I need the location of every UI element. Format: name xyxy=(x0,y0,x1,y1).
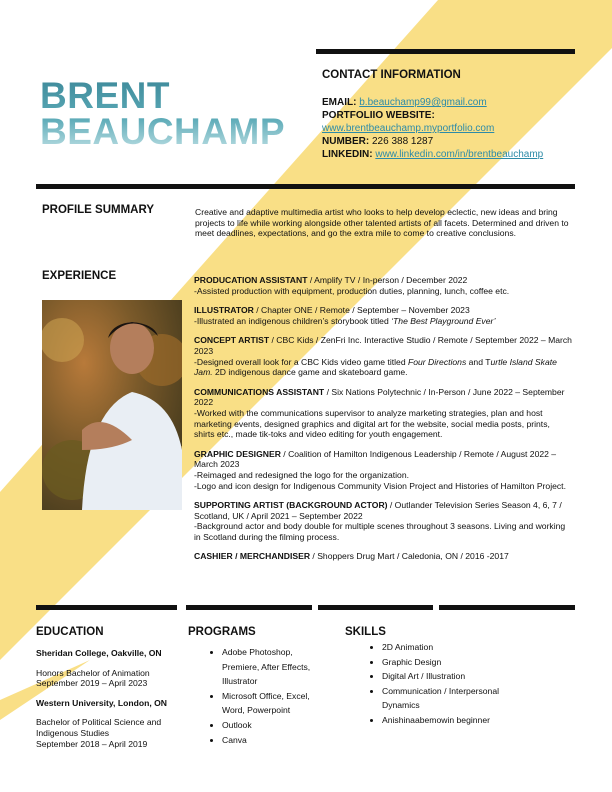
degree: Honors Bachelor of Animation xyxy=(36,667,150,678)
job-desc: -Reimaged and redesigned the logo for the organization. xyxy=(194,469,409,480)
program-item: • Outlook xyxy=(222,718,331,733)
portrait-illustration xyxy=(42,300,182,510)
first-name: BRENT xyxy=(40,75,170,116)
experience-list xyxy=(194,275,572,571)
job-entry xyxy=(194,551,572,562)
job-title: CASHIER / MERCHANDISER xyxy=(194,551,311,562)
school-dates: September 2019 – April 2023 xyxy=(36,678,148,689)
last-name: BEAUCHAMP xyxy=(40,111,285,152)
programs-heading: PROGRAMS xyxy=(188,626,256,638)
email-line xyxy=(322,96,582,109)
linkedin-line xyxy=(322,148,582,161)
job-desc: -Background actor and body double for multiple scenes throughout 3 seasons. Living and working in Scotland during the filming process. xyxy=(194,521,566,542)
name-title xyxy=(40,75,285,152)
skills-heading: SKILLS xyxy=(345,626,386,638)
profile-text: Creative and adaptive multimedia artist who looks to help develop eclectic, new ideas and bring projects to life while working alongside other talented artists of all facets. Determined and driven to meet deadlines, expectations, and go the extra mile to come to creative conclusions. xyxy=(195,207,569,239)
job-title: PRODUCATION ASSISTANT xyxy=(194,275,308,285)
number-value: 226 388 1287 xyxy=(372,136,434,147)
job-desc: and T xyxy=(466,356,491,367)
job-entry xyxy=(194,305,572,326)
school-name: Sheridan College, Oakville, ON xyxy=(36,648,162,658)
job-title: SUPPORTING ARTIST (BACKGROUND ACTOR) xyxy=(194,500,388,511)
job-meta: / Chapter ONE / Remote / September – November 2023 xyxy=(253,305,470,316)
skill-item: • Anishinaabemowin beginner xyxy=(382,713,536,728)
skill-item: • 2D Animation xyxy=(382,640,536,655)
profile-heading: PROFILE SUMMARY xyxy=(42,204,155,216)
job-desc: -Designed overall look for a CBC Kids video game titled xyxy=(194,356,408,367)
skills-list xyxy=(366,640,536,728)
job-entry xyxy=(194,500,572,542)
job-desc: -Assisted production with equipment, production duties, planning, lunch, coffee etc. xyxy=(194,285,510,296)
skill-item: • Graphic Design xyxy=(382,655,536,670)
portfolio-label: PORTFOLIIO WEBSITE: xyxy=(322,110,435,121)
job-meta: / Outlander Television Series Season 4, 6, 7 / Scotland, UK / April 2021 – September 2022 xyxy=(194,500,562,521)
number-label: NUMBER: xyxy=(322,136,370,147)
linkedin-label: LINKEDIN: xyxy=(322,149,373,160)
game-title: Four Directions xyxy=(408,356,467,367)
job-meta: / CBC Kids / ZenFri Inc. Interactive Studio / Remote / September 2022 – March 2023 xyxy=(194,335,572,356)
game-title: urtle Island Skate Jam. xyxy=(194,356,557,378)
contact-top-rule xyxy=(316,49,575,54)
job-entry xyxy=(194,387,572,440)
job-title: GRAPHIC DESIGNER xyxy=(194,448,281,459)
program-item: • Microsoft Office, Excel, Word, Powerpoint xyxy=(222,689,331,718)
program-item: • Adobe Photoshop, Premiere, After Effects, Illustrator xyxy=(222,645,331,689)
number-line xyxy=(322,135,582,148)
skills-rule-b xyxy=(439,605,575,610)
job-title: CONCEPT ARTIST xyxy=(194,335,270,346)
job-title: COMMUNICATIONS ASSISTANT xyxy=(194,386,325,397)
education-list xyxy=(36,648,176,758)
portfolio-link[interactable]: www.brentbeauchamp.myportfolio.com xyxy=(322,123,495,134)
program-item: • Canva xyxy=(222,733,331,748)
contact-block xyxy=(322,69,582,161)
programs-rule xyxy=(186,605,312,610)
job-meta: / Amplify TV / In-person / December 2022 xyxy=(307,275,468,285)
email-label: EMAIL: xyxy=(322,97,357,108)
education-rule xyxy=(36,605,177,610)
school-name: Western University, London, ON xyxy=(36,697,167,708)
job-title: ILLUSTRATOR xyxy=(194,305,254,316)
header-bottom-rule xyxy=(36,184,575,189)
job-meta: / Six Nations Polytechnic / In-Person / June 2022 – September 2022 xyxy=(194,386,565,408)
job-entry xyxy=(194,275,572,296)
job-desc: -Worked with the communications supervisor to analyze marketing strategies, plan and host marketing events, designed graphics and digital art for the website, social media posts, prints, shirts etc., made tik-toks and video editing for youth engagement. xyxy=(194,407,550,440)
job-meta: / Shoppers Drug Mart / Caledonia, ON / 2016 -2017 xyxy=(310,551,509,562)
job-entry xyxy=(194,449,572,491)
job-meta: / Coalition of Hamilton Indigenous Leadership / Remote / August 2022 – March 2023 xyxy=(194,448,557,470)
skills-rule-a xyxy=(318,605,433,610)
job-desc: -Illustrated an indigenous children’s storybook titled xyxy=(194,315,392,326)
degree: Bachelor of Political Science and Indigenous Studies xyxy=(36,717,162,738)
email-link[interactable]: b.beauchamp99@gmail.com xyxy=(359,97,487,108)
programs-list xyxy=(206,645,331,747)
job-entry xyxy=(194,335,572,377)
job-desc: -Logo and icon design for Indigenous Community Vision Project and Histories of Hamilton Project. xyxy=(194,480,566,491)
school-dates: September 2018 – April 2019 xyxy=(36,738,148,749)
job-desc: 2D indigenous dance game and skateboard game. xyxy=(212,367,408,378)
education-heading: EDUCATION xyxy=(36,626,104,638)
skill-item: • Communication / Interpersonal Dynamics xyxy=(382,684,536,713)
contact-heading: CONTACT INFORMATION xyxy=(322,69,461,81)
skill-item: • Digital Art / Illustration xyxy=(382,669,536,684)
experience-heading: EXPERIENCE xyxy=(42,270,117,282)
profile-photo xyxy=(42,300,182,510)
linkedin-link[interactable]: www.linkedin.com/in/brentbeauchamp xyxy=(375,149,544,160)
book-title: ‘The Best Playground Ever’ xyxy=(391,315,496,326)
